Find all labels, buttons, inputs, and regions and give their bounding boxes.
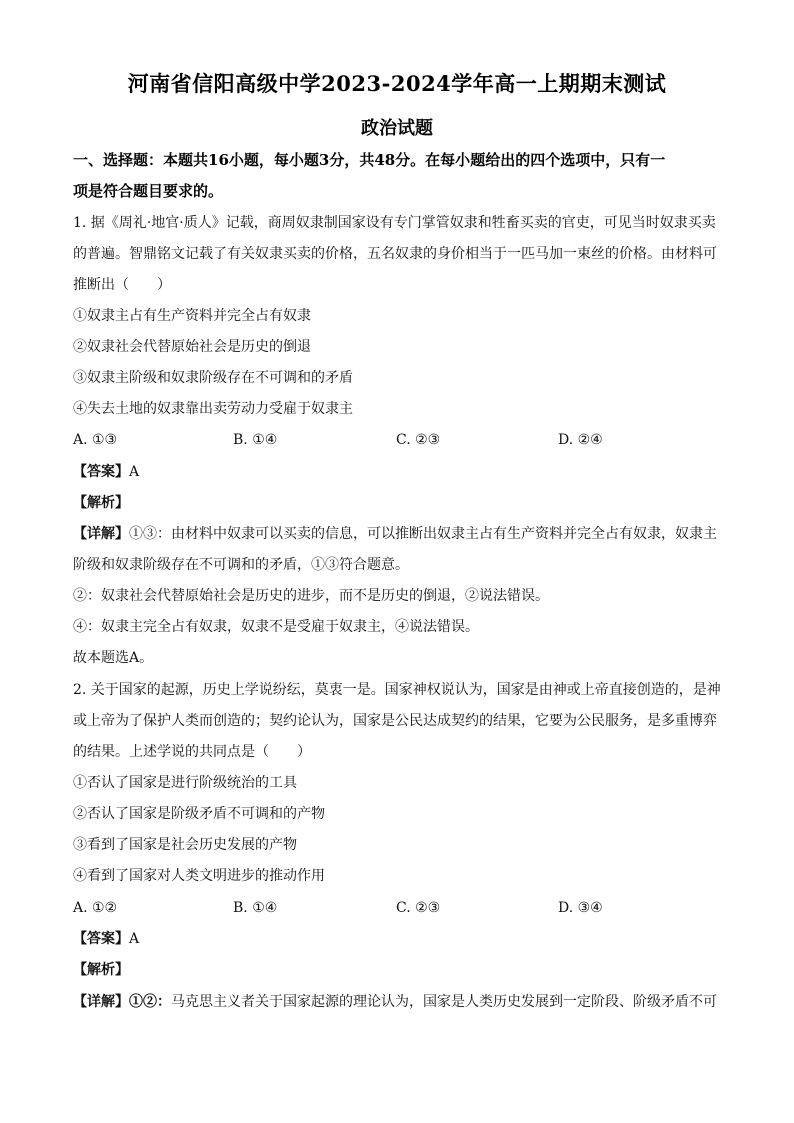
q2-analysis-label: 【解析】 [73,962,129,978]
q1-answer [73,462,733,482]
q1-option-b: B. ①④ [233,432,278,448]
q2-option-d: D. ③④ [558,900,603,916]
q2-detail-lead: ①②： [129,994,171,1010]
q1-item-3: ③奴隶主阶级和奴隶阶级存在不可调和的矛盾 [73,370,353,386]
q1-detail-line-2: 阶级和奴隶阶级存在不可调和的矛盾，①③符合题意。 [73,557,409,573]
q2-item-4: ④看到了国家对人类文明进步的推动作用 [73,868,325,884]
q2-detail-tag: 【详解】 [73,994,129,1010]
q2-answer-value: A [129,931,140,947]
q2-option-b: B. ①④ [233,900,278,916]
q1-detail-line-4: ④：奴隶主完全占有奴隶，奴隶不是受雇于奴隶主，④说法错误。 [73,619,479,635]
q1-detail-line-1 [73,524,733,544]
q1-stem-line-1: 1. 据《周礼·地官·质人》记载，商周奴隶制国家设有专门掌管奴隶和牲畜买卖的官吏，可见当时奴隶买卖 [73,215,716,231]
q1-detail-text-1: ①③：由材料中奴隶可以买卖的信息，可以推断出奴隶主占有生产资料并完全占有奴隶，奴隶主 [129,526,717,542]
q2-answer-tag: 【答案】 [73,931,129,947]
q2-stem-line-1: 2. 关于国家的起源，历史上学说纷纭，莫衷一是。国家神权说认为，国家是由神或上帝直接创造的，是神 [73,682,721,698]
q1-answer-tag: 【答案】 [73,464,129,480]
q2-stem-line-2: 或上帝为了保护人类而创造的；契约论认为，国家是公民达成契约的结果，它要为公民服务，是多重博弈 [73,713,717,729]
q2-answer [73,929,733,949]
q2-detail-text-1: 马克思主义者关于国家起源的理论认为，国家是人类历史发展到一定阶段、阶级矛盾不可 [171,994,717,1010]
q2-item-2: ②否认了国家是阶级矛盾不可调和的产物 [73,806,325,822]
page-title: 河南省信阳高级中学2023-2024学年高一上期期末测试 [127,71,667,96]
q2-option-a: A. ①② [73,900,118,916]
q1-item-4: ④失去土地的奴隶靠出卖劳动力受雇于奴隶主 [73,401,353,417]
q1-option-c: C. ②③ [396,432,441,448]
q1-detail-line-5: 故本题选A。 [73,650,154,666]
q2-stem-line-3: 的结果。上述学说的共同点是（ ） [73,744,311,760]
section-heading-line-2: 项是符合题目要求的。 [73,182,224,200]
page-subtitle: 政治试题 [361,118,433,139]
section-heading-line-1: 一、选择题：本题共16小题，每小题3分，共48分。在每小题给出的四个选项中，只有一 [73,151,666,169]
q2-item-3: ③看到了国家是社会历史发展的产物 [73,837,297,853]
q1-analysis-label: 【解析】 [73,495,129,511]
q1-detail-line-3: ②：奴隶社会代替原始社会是历史的进步，而不是历史的倒退，②说法错误。 [73,588,549,604]
q1-item-1: ①奴隶主占有生产资料并完全占有奴隶 [73,308,311,324]
q2-detail-line-1 [73,992,733,1012]
q1-stem-line-2: 的普遍。智鼎铭文记载了有关奴隶买卖的价格，五名奴隶的身价相当于一匹马加一束丝的价格。由材料可 [73,246,717,262]
q1-option-d: D. ②④ [558,432,603,448]
q2-item-1: ①否认了国家是进行阶级统治的工具 [73,775,297,791]
q1-detail-tag: 【详解】 [73,526,129,542]
q1-stem-line-3: 推断出（ ） [73,277,171,293]
q2-option-c: C. ②③ [396,900,441,916]
q2-analysis-tag [73,960,733,980]
q1-answer-value: A [129,464,140,480]
q1-option-a: A. ①③ [73,432,118,448]
q1-analysis-tag [73,493,733,513]
q1-item-2: ②奴隶社会代替原始社会是历史的倒退 [73,339,311,355]
